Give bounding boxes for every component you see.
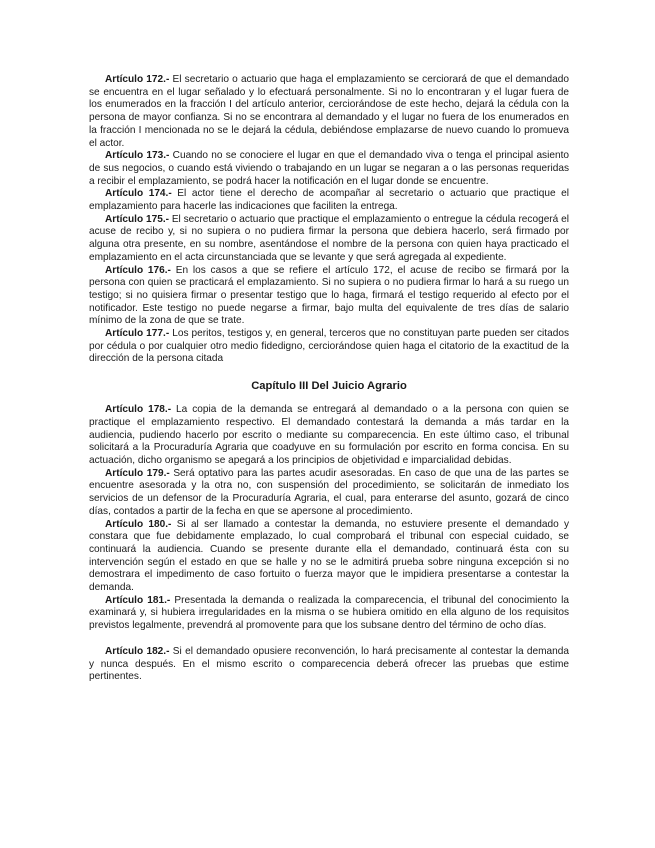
article-176 [89,265,569,329]
article-174 [89,188,569,213]
article-label: Artículo 182.- [105,645,170,657]
article-label: Artículo 181.- [105,594,171,606]
article-text: Presentada la demanda o realizada la comparecencia, el tribunal del conocimiento la examinará y, si hubiera irregularidades en la misma o se hubiera omitido en ella alguno de los requisitos previstos legalmente, prevendrá al promovente para que los subsane dentro del término de ocho días. [89,594,569,632]
chapter-title: Capítulo III Del Juicio Agrario [251,380,407,393]
article-label: Artículo 174.- [105,188,172,200]
article-label: Artículo 179.- [105,467,170,479]
article-182 [89,646,569,684]
article-label: Artículo 175.- [105,213,169,225]
article-173 [89,150,569,188]
article-label: Artículo 172.- [105,74,170,85]
article-label: Artículo 176.- [105,264,171,276]
article-175 [89,214,569,265]
article-text: El secretario o actuario que practique el emplazamiento o entregue la cédula recogerá el acuse de recibo y, si no supiera o no pudiera firmar la persona que debiera hacerlo, será firmado por alguna otra presente, en su nombre, asentándose el nombre de la persona con quien haya practicado el emplazamiento en el acta circunstanciada que se levante y que será agregada al expediente. [89,213,569,263]
article-label: Artículo 177.- [105,328,170,340]
article-181 [89,595,569,633]
article-178 [89,404,569,468]
article-text: Será optativo para las partes acudir asesoradas. En caso de que una de las partes se encuentre asesorada y la otra no, con suspensión del procedimiento, se solicitarán de inmediato los servicios de un defensor de la Procuraduría Agraria, el cual, para enterarse del asunto, gozará de cinco días, contados a partir de la fecha en que se apersone al procedimiento. [89,467,569,517]
article-text: Si al ser llamado a contestar la demanda, no estuviere presente el demandado y constara que fue debidamente emplazado, lo cual comprobará el tribunal con especial cuidado, se continuará la audiencia. Cuando se presente durante ella el demandado, continuará ésta con su intervención según el estado en que se halle y no se le admitirá prueba sobre ninguna excepción si no demostrara el impedimento de caso fortuito o fuerza mayor que le impidiera presentarse a contestar la demanda. [89,518,569,594]
article-180 [89,519,569,595]
article-text: La copia de la demanda se entregará al demandado o a la persona con quien se practique el emplazamiento respectivo. El demandado contestará la demanda a más tardar en la audiencia, pudiendo hacerlo por escrito o mediante su comparecencia. En este último caso, el tribunal solicitará a la Procuraduría Agraria que coadyuve en su formulación por escrito en forma concisa. En su actuación, dicho organismo se apegará a los principios de objetividad e imparcialidad debidas. [89,404,569,466]
article-179 [89,468,569,519]
article-text: Si el demandado opusiere reconvención, lo hará precisamente al contestar la demanda y nunca después. En el mismo escrito o comparecencia deberá ofrecer las pruebas que estime pertinentes. [89,645,569,683]
article-177 [89,328,569,366]
article-text: Cuando no se conociere el lugar en que el demandado viva o tenga el principal asiento de sus negocios, o cuando está viviendo o trabajando en un lugar se negaran a o las personas requeridas a recibir el emplazamiento, se podrá hacer la notificación en el lugar donde se encuentre. [89,150,569,187]
article-label: Artículo 180.- [105,518,172,530]
article-172 [89,74,569,150]
article-text: En los casos a que se refiere el artículo 172, el acuse de recibo se firmará por la persona con quien se practicará el emplazamiento. Si no supiera o no pudiera firmar lo hará a su ruego un testigo; si no quisiera firmar o presentar testigo que lo haga, firmará el testigo requerido al efecto por el notificador. Este testigo no puede negarse a firmar, bajo multa del equivalente de tres días de salario mínimo de la zona de que se trate. [89,264,569,327]
article-label: Artículo 178.- [105,404,172,416]
article-text: Los peritos, testigos y, en general, terceros que no constituyan parte pueden ser citados por cédula o por cualquier otro medio fidedigno, cerciorándose quien haga el citatorio de la exactitud de la dirección de la persona citada [89,328,569,365]
article-text: El secretario o actuario que haga el emplazamiento se cerciorará de que el demandado se encuentra en el lugar señalado y lo efectuará personalmente. Si no lo encontraran y el lugar fuera de los enumerados en la fracción I del artículo anterior, cerciorándose de este hecho, dejará la cédula con la persona de mayor confianza. Si no se encontrara al demandado y el lugar no fuera de los enumerados en la fracción I mencionada no se le dejará la cédula, debiéndose emplazarse de nuevo cuando lo promueva el actor. [89,74,569,149]
paragraph-gap [89,633,569,646]
article-text: El actor tiene el derecho de acompañar al secretario o actuario que practique el emplazamiento para hacerle las indicaciones que faciliten la entrega. [89,188,569,213]
article-label: Artículo 173.- [105,150,170,162]
